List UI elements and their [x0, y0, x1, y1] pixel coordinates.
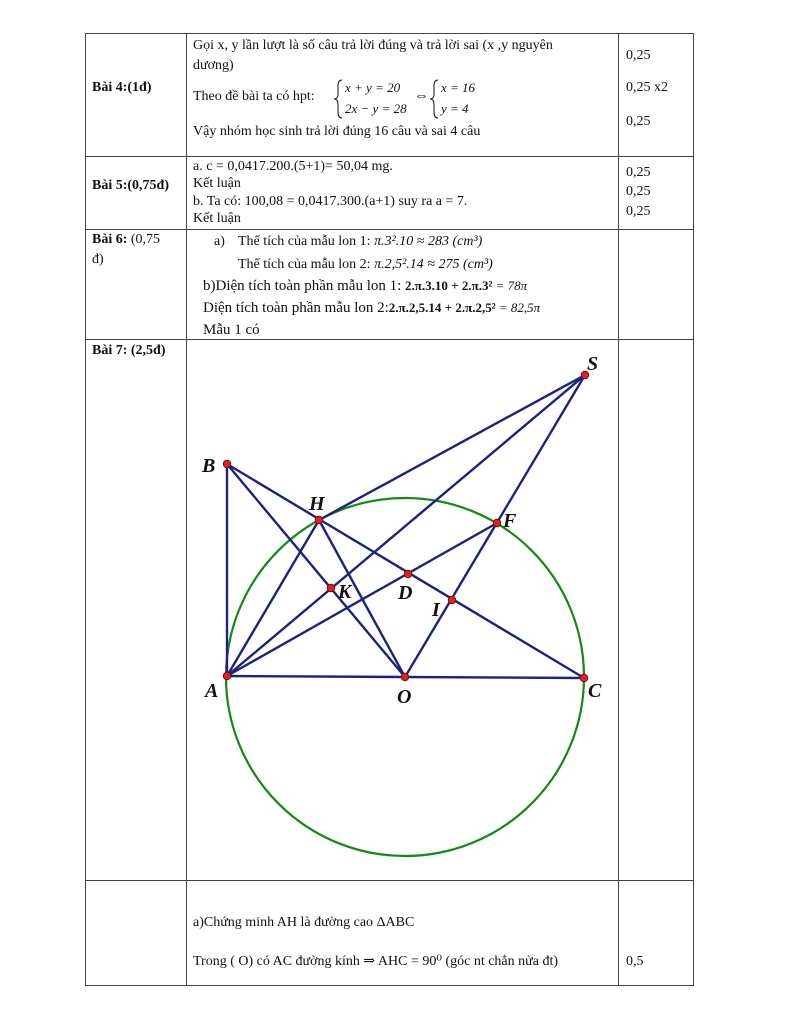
point-label-c: C	[588, 680, 602, 702]
equivalence-symbol: ⇔	[414, 88, 429, 104]
bai6-a2: Thể tích của mẫu lon 2: π.2,5².14 ≈ 275 (cm³)	[238, 257, 493, 272]
point-label-s: S	[587, 353, 599, 375]
bai5-score: 0,25	[626, 204, 651, 219]
system-right-eq2: y = 4	[441, 101, 469, 116]
bai6-a-prefix: a)	[214, 234, 225, 249]
point-label-d: D	[398, 582, 413, 604]
system-right-eq1: x = 16	[441, 80, 476, 95]
bai6-label: Bài 6: (0,75	[92, 232, 161, 247]
bai4-label: Bài 4:(1đ)	[92, 80, 152, 95]
bai7-score: 0,5	[626, 954, 644, 969]
bai6-a1: Thể tích của mẫu lon 1: π.3².10 ≈ 283 (cm³)	[238, 234, 483, 249]
bai4-line1: Gọi x, y lần lượt là số câu trả lời đúng và trả lời sai (x ,y nguyên	[193, 38, 553, 53]
bai7-part-a-line: Trong ( O) có AC đường kính ⇒ AHC = 90⁰ (góc nt chắn nửa đt)	[193, 954, 558, 969]
point-label-o: O	[397, 686, 412, 708]
point-label-f: F	[503, 510, 517, 532]
bai4-line2: dương)	[193, 58, 234, 73]
point-label-i: I	[432, 599, 440, 621]
bai4-score: 0,25	[626, 114, 651, 129]
bai5-score: 0,25	[626, 165, 651, 180]
bai5-line-b: b. Ta có: 100,08 = 0,0417.300.(a+1) suy ra a = 7.	[193, 194, 468, 209]
bai6-b1: b)Diện tích toàn phần mẫu lon 1: 2.π.3.10 + 2.π.3² = 78π	[203, 278, 528, 294]
point-label-b: B	[202, 455, 216, 477]
bai4-conclusion: Vậy nhóm học sinh trả lời đúng 16 câu và sai 4 câu	[193, 124, 481, 139]
bai4-score: 0,25	[626, 48, 651, 63]
point-label-a: A	[205, 680, 219, 702]
bai7-label: Bài 7: (2,5đ)	[92, 343, 166, 358]
bai6-b2: Diện tích toàn phần mẫu lon 2:2.π.2,5.14 + 2.π.2,5² = 82,5π	[203, 300, 541, 316]
bai5-conclusion-2: Kết luận	[193, 211, 241, 226]
system-left-eq1: x + y = 20	[345, 80, 401, 95]
point-label-k: K	[338, 581, 352, 603]
bai5-score: 0,25	[626, 184, 651, 199]
point-label-h: H	[309, 493, 325, 515]
bai5-conclusion-1: Kết luận	[193, 176, 241, 191]
bai5-label: Bài 5:(0,75đ)	[92, 178, 169, 193]
bai4-hpt-intro: Theo đề bài ta có hpt:	[193, 89, 315, 104]
bai6-b3: Mẫu 1 có	[203, 322, 260, 338]
figure-lines	[227, 375, 585, 678]
bai7-part-a-title: a)Chứng minh AH là đường cao ΔABC	[193, 915, 415, 930]
bai4-score: 0,25 x2	[626, 80, 668, 95]
bai6-label-cont: đ)	[92, 252, 104, 267]
bai5-line-a: a. c = 0,0417.200.(5+1)= 50,04 mg.	[193, 159, 393, 174]
system-left-eq2: 2x − y = 28	[345, 101, 407, 116]
